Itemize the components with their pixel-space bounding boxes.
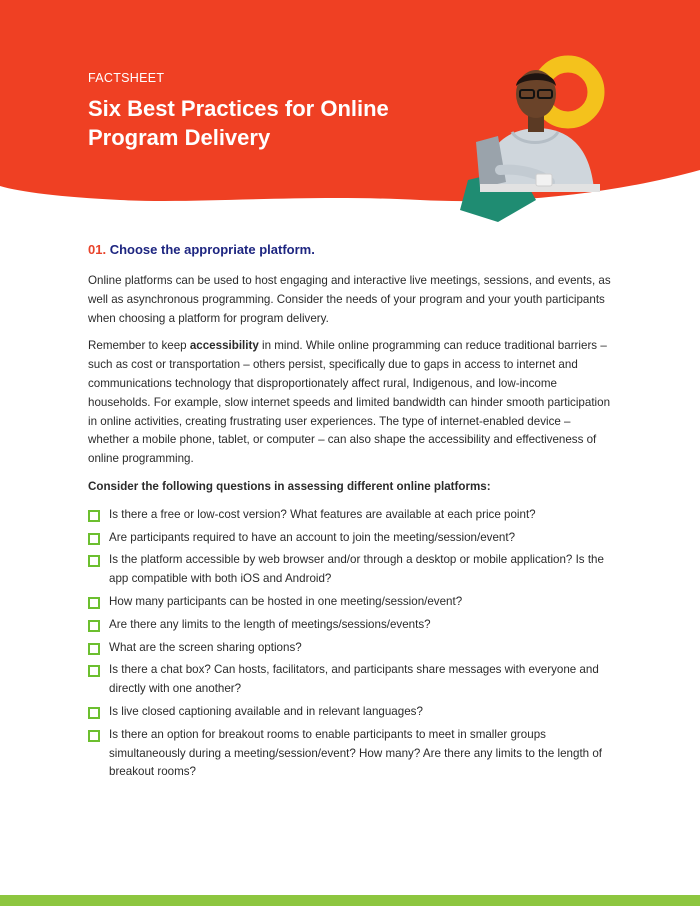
title-line-1: Six Best Practices for Online: [88, 96, 389, 121]
question-text: What are the screen sharing options?: [109, 640, 302, 654]
factsheet-label: FACTSHEET: [88, 71, 165, 85]
paragraph-accessibility: [88, 337, 612, 469]
checkbox-icon[interactable]: [88, 730, 100, 742]
paragraph-accessibility-start: Remember to keep: [88, 339, 190, 353]
main-content: [88, 240, 612, 786]
checkbox-icon[interactable]: [88, 620, 100, 632]
checkbox-icon[interactable]: [88, 707, 100, 719]
question-text: Is there an option for breakout rooms to enable participants to meet in smaller groups simultaneously during a meeting/session/event? How many? Are there any limits to the length of breakout rooms?: [109, 727, 603, 779]
checkbox-icon[interactable]: [88, 665, 100, 677]
question-checklist: [88, 506, 612, 782]
question-text: Is the platform accessible by web browser and/or through a desktop or mobile application? Is the app compatible with both iOS and Android?: [109, 553, 604, 586]
question-text: Is there a free or low-cost version? What features are available at each price point?: [109, 507, 536, 521]
coffee-mug: [536, 174, 552, 186]
questions-intro: Consider the following questions in assessing different online platforms:: [88, 479, 491, 493]
paragraph-accessibility-end: in mind. While online programming can reduce traditional barriers – such as cost or transportation – others persist, specifically due to gaps in access to internet and communications technology that disproportionately affect rural, Indigenous, and low-income households. For example, slow internet speeds and limited bandwidth can hinder smooth participation in online activities, creating frustrating user experiences. The type of internet-enabled device – whether a mobile phone, tablet, or computer – can also shape the accessibility and effectiveness of online programming.: [88, 339, 611, 466]
checkbox-icon[interactable]: [88, 510, 100, 522]
list-item: [88, 529, 612, 548]
question-text: Is live closed captioning available and in relevant languages?: [109, 704, 423, 718]
list-item: [88, 616, 612, 635]
list-item: [88, 593, 612, 612]
section-title: Choose the appropriate platform.: [109, 242, 315, 257]
bottom-accent-bar: [0, 895, 700, 906]
list-item: [88, 506, 612, 525]
title-line-2: Program Delivery: [88, 125, 271, 150]
list-item: [88, 639, 612, 658]
accessibility-term: accessibility: [189, 339, 259, 353]
header-photo: [440, 50, 610, 230]
question-text: Is there a chat box? Can hosts, facilitators, and participants share messages with everyone and directly with one another?: [109, 663, 599, 696]
question-text: Are there any limits to the length of meetings/sessions/events?: [109, 617, 431, 631]
question-text: How many participants can be hosted in one meeting/session/event?: [109, 594, 463, 608]
paragraph-intro: Online platforms can be used to host engaging and interactive live meetings, sessions, and events, as well as asynchronous programming. Consider the needs of your program and your youth participants when choosing a platform for program delivery.: [88, 274, 611, 325]
list-item: [88, 703, 612, 722]
section-heading: [88, 240, 612, 260]
page-title: [88, 94, 418, 152]
checkbox-icon[interactable]: [88, 555, 100, 567]
question-text: Are participants required to have an account to join the meeting/session/event?: [109, 530, 516, 544]
list-item: [88, 551, 612, 589]
checkbox-icon[interactable]: [88, 597, 100, 609]
list-item: [88, 661, 612, 699]
section-number: 01.: [88, 242, 107, 257]
list-item: [88, 726, 612, 782]
checkbox-icon[interactable]: [88, 643, 100, 655]
checkbox-icon[interactable]: [88, 533, 100, 545]
